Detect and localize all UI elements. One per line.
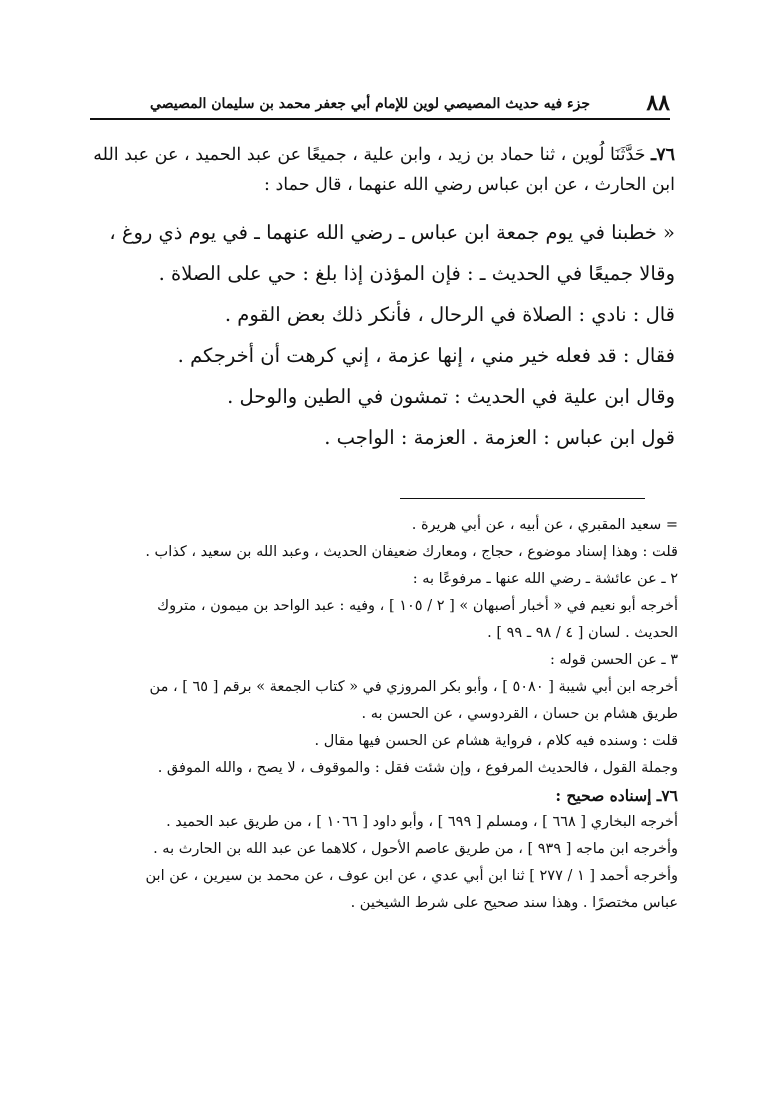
- footnote-line: ٢ ـ عن عائشة ـ رضي الله عنها ـ مرفوعًا به :: [412, 571, 678, 587]
- running-title: جزء فيه حديث المصيصي لوين للإمام أبي جعفر محمد بن سليمان المصيصي: [149, 96, 590, 112]
- hadith-rawi: حَدَّثَنَا لُوين ، ثنا حماد بن زيد ، وابن علية ، جميعًا عن عبد الحميد ، عن عبد الله: [93, 145, 646, 165]
- footnote-separator: [400, 498, 645, 499]
- isnad-line: أخرجه البخاري [ ٦٦٨ ] ، ومسلم [ ٦٩٩ ] ، وأبو داود [ ١٠٦٦ ] ، من طريق عبد الحميد .: [166, 814, 678, 830]
- hadith-number: ٧٦ـ: [651, 145, 675, 165]
- footnote-line: طريق هشام بن حسان ، القردوسي ، عن الحسن به .: [361, 706, 678, 722]
- hadith-matn: [85, 212, 675, 458]
- matn-line: وقالا جميعًا في الحديث ـ : فإن المؤذن إذا بلغ : حي على الصلاة .: [158, 262, 675, 285]
- footnote-line: أخرجه ابن أبي شيبة [ ٥٠٨٠ ] ، وأبو بكر المروزي في « كتاب الجمعة » برقم [ ٦٥ ] ، من: [149, 679, 678, 695]
- isnad-heading: ٧٦ـ إسناده صحيح :: [555, 786, 678, 805]
- footnote-line: الحديث . لسان [ ٤ / ٩٨ ـ ٩٩ ] .: [487, 625, 678, 641]
- isnad-line-2: ابن الحارث ، عن ابن عباس رضي الله عنهما ، قال حماد :: [264, 175, 675, 195]
- footnotes: [80, 512, 678, 917]
- page-number: ٨٨: [646, 90, 670, 116]
- isnad-line-1: [85, 140, 675, 170]
- hadith-block: [85, 140, 675, 458]
- footnote-line: = سعيد المقبري ، عن أبيه ، عن أبي هريرة .: [411, 517, 678, 533]
- footnote-line: قلت : وسنده فيه كلام ، فرواية هشام عن الحسن فيها مقال .: [314, 733, 678, 749]
- matn-line: وقال ابن علية في الحديث : تمشون في الطين والوحل .: [227, 385, 675, 408]
- header-rule: [90, 118, 670, 120]
- isnad-line: وأخرجه أحمد [ ١ / ٢٧٧ ] ثنا ابن أبي عدي ، عن ابن عوف ، عن محمد بن سيرين ، عن ابن: [145, 868, 678, 884]
- footnote-line: ٣ ـ عن الحسن قوله :: [549, 652, 678, 668]
- matn-line: قول ابن عباس : العزمة . العزمة : الواجب .: [324, 426, 675, 449]
- hadith-isnad: [85, 140, 675, 200]
- matn-line: « خطبنا في يوم جمعة ابن عباس ـ رضي الله عنهما ـ في يوم ذي روغ ،: [109, 221, 675, 244]
- page-header: [90, 90, 670, 120]
- isnad-line: وأخرجه ابن ماجه [ ٩٣٩ ] ، من طريق عاصم الأحول ، كلاهما عن عبد الله بن الحارث به .: [153, 841, 678, 857]
- footnote-line: أخرجه أبو نعيم في « أخبار أصبهان » [ ٢ / ١٠٥ ] ، وفيه : عبد الواحد بن ميمون ، متروك: [157, 598, 678, 614]
- footnote-line: وجملة القول ، فالحديث المرفوع ، وإن شئت فقل : والموقوف ، لا يصح ، والله الموفق .: [157, 760, 678, 776]
- matn-line: فقال : قد فعله خير مني ، إنها عزمة ، إني كرهت أن أخرجكم .: [177, 344, 675, 367]
- isnad-line: عباس مختصرًا . وهذا سند صحيح على شرط الشيخين .: [350, 895, 678, 911]
- matn-line: قال : نادي : الصلاة في الرحال ، فأنكر ذلك بعض القوم .: [224, 303, 675, 326]
- footnote-line: قلت : وهذا إسناد موضوع ، حجاج ، ومعارك ضعيفان الحديث ، وعبد الله بن سعيد ، كذاب .: [145, 544, 678, 560]
